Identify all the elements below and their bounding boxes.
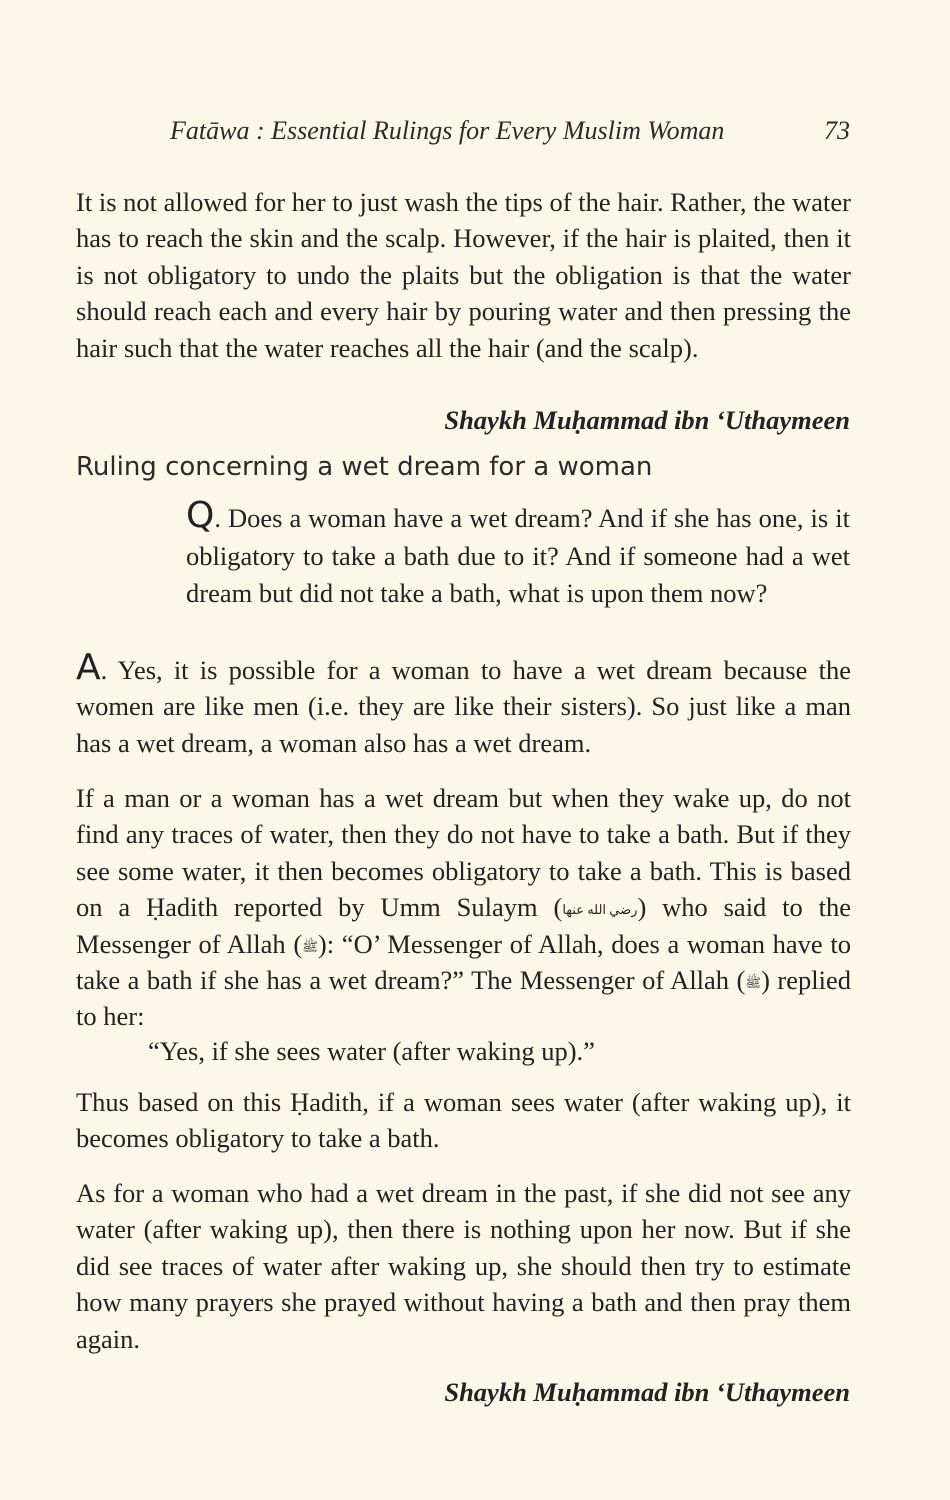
running-head-title: Fatāwa : Essential Rulings for Every Muslim Woman [170,116,725,145]
running-head [170,116,850,146]
hadith-text-part-4: ) replied to her: [76,965,852,1032]
hadith-quote: “Yes, if she sees water (after waking up).” [148,1036,595,1066]
answer-text: . Yes, it is possible for a woman to have a wet dream because the women are like men (i.e. they are like their sisters). So just like a man has a wet dream, a woman also has a wet dream. [76,655,851,758]
question-text: . Does a woman have a wet dream? And if she has one, is it obligatory to take a bath due to it? And if someone had a wet dream but did not take a bath, what is upon them now? [186,503,850,608]
paragraph-past-dream: As for a woman who had a wet dream in the past, if she did not see any water (after waking up), then there is nothing upon her now. But if she did see traces of water after waking up, she should then try to estimate how many prayers she prayed without having a bath and then pray them again. [76,1178,851,1354]
paragraph-conclusion: Thus based on this Ḥadith, if a woman sees water (after waking up), it becomes obligatory to take a bath. [76,1087,851,1154]
attribution-second: Shaykh Muḥammad ibn ‘Uthaymeen [444,1377,850,1407]
honorific-salallahu-alayhi-wasallam: ﷺ [302,938,318,954]
hadith-text-part-1: If a man or a woman has a wet dream but when they wake up, do not find any traces of water, then they do not have to take a bath. But if they see some water, it then becomes obligatory to take a bath. This is based on a Ḥadith reported by Umm Sulaym ( [76,783,851,923]
section-title: Ruling concerning a wet dream for a woman [76,452,653,482]
honorific-salallahu-alayhi-wasallam-2: ﷺ [745,975,762,991]
question-block [186,495,850,613]
answer-letter: A [76,647,101,688]
paragraph-hadith [76,780,851,1035]
attribution-first: Shaykh Muḥammad ibn ‘Uthaymeen [444,405,850,435]
honorific-radiallahu-anha: رضي الله عنها [562,902,638,918]
hadith-text-part-3: ): “O’ Messenger of Allah, does a woman have to take a bath if she has a wet dream?” The Messenger of Allah ( [76,928,851,996]
paragraph-hair-washing: It is not allowed for her to just wash the tips of the hair. Rather, the water has to reach the skin and the scalp. However, if the hair is plaited, then it is not obligatory to undo the plaits but the obligation is that the water should reach each and every hair by pouring water and then pressing the hair such that the water reaches all the hair (and the scalp). [76,187,851,363]
answer-block [76,647,851,761]
question-letter: Q [186,495,215,536]
page-number: 73 [824,116,850,145]
hadith-text-part-2: ) who said to the Messenger of Allah ( [76,892,851,959]
